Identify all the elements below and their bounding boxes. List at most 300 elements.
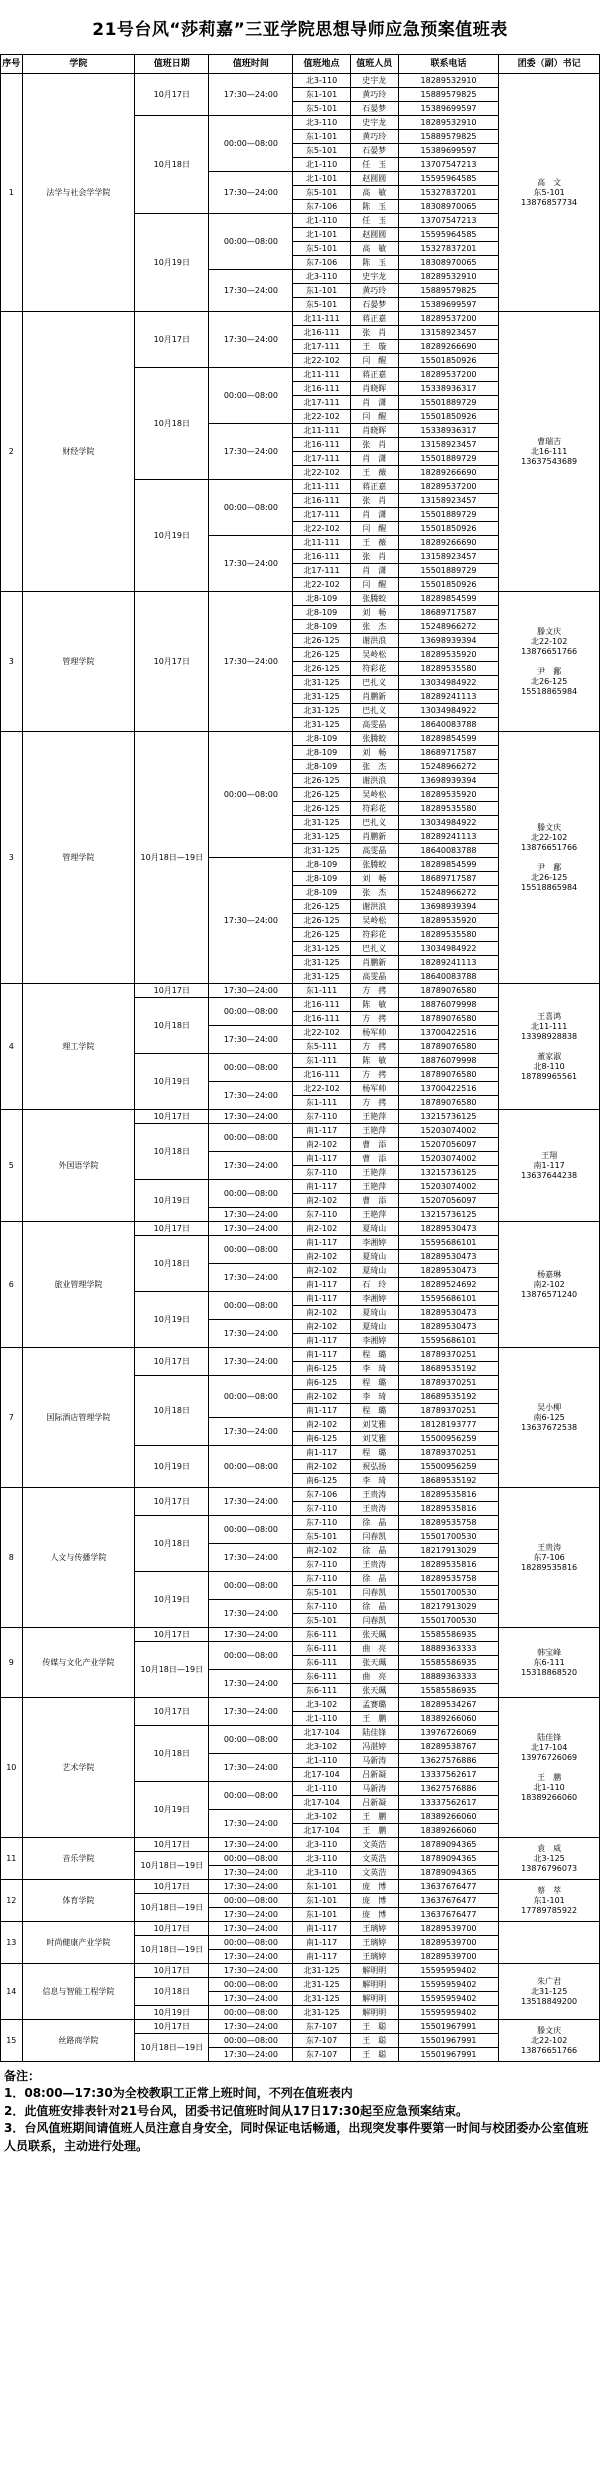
phone-number: 18289539700 <box>398 1936 499 1950</box>
phone-number: 18289537200 <box>398 312 499 326</box>
phone-number: 15338936317 <box>398 424 499 438</box>
duty-location: 东6-111 <box>293 1684 351 1698</box>
college-name: 艺术学院 <box>22 1698 135 1838</box>
table-row <box>1 1222 600 1236</box>
duty-location: 东7-107 <box>293 2048 351 2062</box>
duty-date: 10月17日 <box>135 1628 209 1642</box>
phone-number: 18289538767 <box>398 1740 499 1754</box>
duty-location: 北22-102 <box>293 466 351 480</box>
duty-person: 曲 亮 <box>350 1670 398 1684</box>
duty-time: 00:00—08:00 <box>209 1516 293 1544</box>
phone-number: 13158923457 <box>398 438 499 452</box>
duty-location: 南1-117 <box>293 1292 351 1306</box>
duty-location: 北22-102 <box>293 578 351 592</box>
phone-number: 18289535920 <box>398 914 499 928</box>
duty-person: 解明明 <box>350 2006 398 2020</box>
phone-number: 18789076580 <box>398 984 499 998</box>
phone-number: 15585586935 <box>398 1684 499 1698</box>
duty-date: 10月17日 <box>135 1698 209 1726</box>
table-row <box>1 1488 600 1502</box>
phone-number: 15501700530 <box>398 1586 499 1600</box>
phone-number: 15327837201 <box>398 186 499 200</box>
league-secretary: 韩宝峰 东6-111 15318868520 <box>499 1628 600 1698</box>
league-secretary: 陆佳锋 北17-104 13976726069 王 鹏 北1-110 18389266060 <box>499 1698 600 1838</box>
duty-time: 00:00—08:00 <box>209 1936 293 1950</box>
row-number: 7 <box>1 1348 23 1488</box>
duty-time: 17:30—24:00 <box>209 2020 293 2034</box>
phone-number: 15389699597 <box>398 298 499 312</box>
duty-location: 南1-117 <box>293 1334 351 1348</box>
phone-number: 18889363333 <box>398 1670 499 1684</box>
row-number: 2 <box>1 312 23 592</box>
duty-location: 北3-110 <box>293 116 351 130</box>
duty-time: 00:00—08:00 <box>209 1054 293 1082</box>
phone-number: 18789370251 <box>398 1446 499 1460</box>
row-number: 9 <box>1 1628 23 1698</box>
duty-person: 夏琦山 <box>350 1306 398 1320</box>
duty-person: 解明明 <box>350 1978 398 1992</box>
phone-number: 15501700530 <box>398 1614 499 1628</box>
phone-number: 15327837201 <box>398 242 499 256</box>
duty-date: 10月18日 <box>135 368 209 480</box>
table-row <box>1 1838 600 1852</box>
league-secretary: 袁 威 北3-125 13876796073 <box>499 1838 600 1880</box>
duty-location: 北22-102 <box>293 1082 351 1096</box>
duty-time: 17:30—24:00 <box>209 1152 293 1180</box>
phone-number: 15595959402 <box>398 1978 499 1992</box>
duty-person: 肖鹏新 <box>350 690 398 704</box>
duty-location: 北8-109 <box>293 872 351 886</box>
duty-location: 北26-125 <box>293 662 351 676</box>
duty-location: 南2-102 <box>293 1264 351 1278</box>
phone-number: 15501850926 <box>398 522 499 536</box>
phone-number: 15889579825 <box>398 130 499 144</box>
duty-location: 北8-109 <box>293 620 351 634</box>
duty-location: 北26-125 <box>293 928 351 942</box>
duty-time: 17:30—24:00 <box>209 1670 293 1698</box>
duty-location: 北16-111 <box>293 326 351 340</box>
phone-number: 15389699597 <box>398 102 499 116</box>
duty-location: 北3-102 <box>293 1698 351 1712</box>
phone-number: 18289241113 <box>398 830 499 844</box>
duty-person: 肖晓晖 <box>350 424 398 438</box>
duty-person: 陈 敏 <box>350 998 398 1012</box>
phone-number: 15501889729 <box>398 396 499 410</box>
row-number: 5 <box>1 1110 23 1222</box>
duty-date: 10月19日 <box>135 1446 209 1488</box>
phone-number: 15501967991 <box>398 2020 499 2034</box>
duty-time: 17:30—24:00 <box>209 1208 293 1222</box>
duty-location: 北3-110 <box>293 1838 351 1852</box>
phone-number: 18689535192 <box>398 1474 499 1488</box>
header-cell: 学院 <box>22 55 135 74</box>
duty-date: 10月18日—19日 <box>135 1936 209 1964</box>
duty-location: 北16-111 <box>293 550 351 564</box>
duty-location: 北17-104 <box>293 1796 351 1810</box>
duty-person: 方 拷 <box>350 984 398 998</box>
college-name: 丝路商学院 <box>22 2020 135 2062</box>
duty-person: 张 肖 <box>350 550 398 564</box>
duty-location: 南2-102 <box>293 1138 351 1152</box>
header-row <box>1 55 600 74</box>
phone-number: 15501889729 <box>398 508 499 522</box>
duty-location: 北3-102 <box>293 1810 351 1824</box>
phone-number: 13637676477 <box>398 1908 499 1922</box>
duty-location: 北16-111 <box>293 438 351 452</box>
duty-person: 徐 晶 <box>350 1516 398 1530</box>
duty-date: 10月19日 <box>135 1292 209 1348</box>
duty-location: 北17-111 <box>293 508 351 522</box>
phone-number: 15889579825 <box>398 284 499 298</box>
duty-time: 17:30—24:00 <box>209 2048 293 2062</box>
duty-date: 10月18日 <box>135 1726 209 1782</box>
duty-location: 北31-125 <box>293 970 351 984</box>
duty-location: 南1-117 <box>293 1950 351 1964</box>
phone-number: 13034984922 <box>398 676 499 690</box>
phone-number: 13337562617 <box>398 1796 499 1810</box>
college-name: 外国语学院 <box>22 1110 135 1222</box>
duty-date: 10月18日 <box>135 116 209 214</box>
duty-person: 杨军帅 <box>350 1082 398 1096</box>
duty-location: 北8-109 <box>293 732 351 746</box>
phone-number: 18289537200 <box>398 368 499 382</box>
phone-number: 18289241113 <box>398 690 499 704</box>
duty-date: 10月17日 <box>135 312 209 368</box>
duty-time: 17:30—24:00 <box>209 1908 293 1922</box>
duty-location: 南1-117 <box>293 1404 351 1418</box>
phone-number: 18789076580 <box>398 1012 499 1026</box>
duty-location: 南6-125 <box>293 1474 351 1488</box>
duty-person: 张 肖 <box>350 494 398 508</box>
phone-number: 18876079998 <box>398 1054 499 1068</box>
duty-location: 北26-125 <box>293 914 351 928</box>
duty-person: 张 肖 <box>350 438 398 452</box>
duty-location: 北31-125 <box>293 830 351 844</box>
duty-time: 00:00—08:00 <box>209 1292 293 1320</box>
duty-person: 王艳萍 <box>350 1166 398 1180</box>
duty-location: 北31-125 <box>293 942 351 956</box>
duty-time: 17:30—24:00 <box>209 74 293 116</box>
row-number: 8 <box>1 1488 23 1628</box>
duty-person: 李 琦 <box>350 1362 398 1376</box>
duty-person: 王 鹏 <box>350 1810 398 1824</box>
duty-time: 17:30—24:00 <box>209 424 293 480</box>
phone-number: 15889579825 <box>398 88 499 102</box>
duty-date: 10月19日 <box>135 214 209 312</box>
note-item: 1．08:00—17:30为全校教职工正常上班时间，不列在值班表内 <box>4 2086 353 2101</box>
duty-person: 徐 晶 <box>350 1544 398 1558</box>
duty-location: 北17-104 <box>293 1768 351 1782</box>
duty-person: 王贵涛 <box>350 1558 398 1572</box>
duty-location: 东7-110 <box>293 1166 351 1180</box>
duty-person: 方 拷 <box>350 1040 398 1054</box>
duty-person: 吴岭松 <box>350 788 398 802</box>
duty-date: 10月19日 <box>135 1054 209 1110</box>
phone-number: 15595686101 <box>398 1236 499 1250</box>
duty-time: 17:30—24:00 <box>209 1544 293 1572</box>
duty-person: 石晏梦 <box>350 144 398 158</box>
league-secretary: 曹瑞吉 北16-111 13637543689 <box>499 312 600 592</box>
phone-number: 18289535758 <box>398 1572 499 1586</box>
duty-location: 北22-102 <box>293 1026 351 1040</box>
phone-number: 13627576886 <box>398 1754 499 1768</box>
header-cell: 值班人员 <box>350 55 398 74</box>
row-number: 11 <box>1 1838 23 1880</box>
college-name: 信息与智能工程学院 <box>22 1964 135 2020</box>
phone-number: 13976726069 <box>398 1726 499 1740</box>
duty-person: 程 璐 <box>350 1404 398 1418</box>
header-cell: 团委（副）书记 <box>499 55 600 74</box>
duty-location: 东7-106 <box>293 200 351 214</box>
duty-location: 北3-110 <box>293 1852 351 1866</box>
league-secretary: 滕文庆 北22-102 13876651766 尹 鄱 北26-125 15518865984 <box>499 592 600 732</box>
phone-number: 13698939394 <box>398 900 499 914</box>
duty-time: 17:30—24:00 <box>209 1264 293 1292</box>
duty-location: 北11-111 <box>293 312 351 326</box>
note-item: 3．台风值班期间请值班人员注意自身安全，同时保证电话畅通，出现突发事件要第一时间与校团委办公室值班人员联系，主动进行处理。 <box>4 2121 589 2153</box>
duty-person: 符彩花 <box>350 802 398 816</box>
duty-person: 王 聪 <box>350 2020 398 2034</box>
duty-time: 17:30—24:00 <box>209 1754 293 1782</box>
duty-time: 00:00—08:00 <box>209 998 293 1026</box>
duty-person: 曹 添 <box>350 1194 398 1208</box>
duty-person: 闫春凯 <box>350 1614 398 1628</box>
duty-date: 10月18日 <box>135 1376 209 1446</box>
duty-location: 北26-125 <box>293 802 351 816</box>
duty-person: 刘 畅 <box>350 746 398 760</box>
duty-person: 肖晓晖 <box>350 382 398 396</box>
duty-person: 曹 添 <box>350 1138 398 1152</box>
phone-number: 18289532910 <box>398 74 499 88</box>
duty-location: 东6-111 <box>293 1628 351 1642</box>
duty-time: 17:30—24:00 <box>209 1488 293 1516</box>
duty-person: 闫 醒 <box>350 410 398 424</box>
college-name: 法学与社会学学院 <box>22 74 135 312</box>
duty-date: 10月17日 <box>135 1922 209 1936</box>
duty-person: 黄巧玲 <box>350 284 398 298</box>
duty-location: 北26-125 <box>293 648 351 662</box>
duty-location: 北26-125 <box>293 774 351 788</box>
phone-number: 18289535920 <box>398 648 499 662</box>
duty-location: 南1-117 <box>293 1446 351 1460</box>
phone-number: 18308970065 <box>398 200 499 214</box>
duty-location: 东1-101 <box>293 1880 351 1894</box>
duty-time: 17:30—24:00 <box>209 1950 293 1964</box>
duty-person: 张天珮 <box>350 1628 398 1642</box>
duty-location: 北11-111 <box>293 536 351 550</box>
phone-number: 18640083788 <box>398 970 499 984</box>
duty-person: 王 薇 <box>350 466 398 480</box>
duty-time: 17:30—24:00 <box>209 1222 293 1236</box>
phone-number: 18389266060 <box>398 1824 499 1838</box>
phone-number: 13700422516 <box>398 1026 499 1040</box>
duty-location: 东5-101 <box>293 298 351 312</box>
duty-location: 北17-104 <box>293 1726 351 1740</box>
duty-person: 赵圆圆 <box>350 228 398 242</box>
row-number: 15 <box>1 2020 23 2062</box>
duty-location: 东6-111 <box>293 1656 351 1670</box>
duty-time: 00:00—08:00 <box>209 2034 293 2048</box>
phone-number: 18689535192 <box>398 1362 499 1376</box>
duty-time: 17:30—24:00 <box>209 1348 293 1376</box>
duty-location: 南2-102 <box>293 1460 351 1474</box>
duty-person: 巴扎义 <box>350 676 398 690</box>
duty-location: 北31-125 <box>293 2006 351 2020</box>
table-row <box>1 1698 600 1712</box>
duty-person: 符彩花 <box>350 928 398 942</box>
duty-location: 东5-101 <box>293 186 351 200</box>
phone-number: 18289535816 <box>398 1488 499 1502</box>
duty-location: 北8-109 <box>293 592 351 606</box>
duty-date: 10月19日 <box>135 1572 209 1628</box>
duty-person: 张腾蛟 <box>350 592 398 606</box>
duty-location: 北31-125 <box>293 1992 351 2006</box>
duty-date: 10月17日 <box>135 984 209 998</box>
duty-location: 北22-102 <box>293 410 351 424</box>
duty-date: 10月17日 <box>135 1880 209 1894</box>
phone-number: 18289241113 <box>398 956 499 970</box>
duty-date: 10月19日 <box>135 1180 209 1222</box>
phone-number: 15585586935 <box>398 1628 499 1642</box>
league-secretary: 王翔 南1-117 13637644238 <box>499 1110 600 1222</box>
duty-person: 石晏梦 <box>350 298 398 312</box>
duty-location: 东7-107 <box>293 2020 351 2034</box>
duty-location: 东6-111 <box>293 1670 351 1684</box>
duty-person: 张 肖 <box>350 326 398 340</box>
duty-time: 17:30—24:00 <box>209 1320 293 1348</box>
phone-number: 18289539700 <box>398 1950 499 1964</box>
row-number: 3 <box>1 592 23 732</box>
duty-person: 闫春凯 <box>350 1530 398 1544</box>
duty-time: 17:30—24:00 <box>209 1698 293 1726</box>
phone-number: 18289534267 <box>398 1698 499 1712</box>
duty-person: 文英浩 <box>350 1852 398 1866</box>
phone-number: 13707547213 <box>398 158 499 172</box>
duty-location: 东5-101 <box>293 1530 351 1544</box>
duty-location: 南2-102 <box>293 1222 351 1236</box>
duty-person: 文英浩 <box>350 1838 398 1852</box>
duty-person: 肖 潇 <box>350 396 398 410</box>
college-name: 国际酒店管理学院 <box>22 1348 135 1488</box>
phone-number: 15595686101 <box>398 1334 499 1348</box>
duty-table-body <box>1 74 600 2062</box>
duty-person: 肖 潇 <box>350 452 398 466</box>
duty-time: 00:00—08:00 <box>209 116 293 172</box>
duty-location: 北11-111 <box>293 424 351 438</box>
phone-number: 15585586935 <box>398 1656 499 1670</box>
table-row <box>1 732 600 746</box>
duty-location: 北17-111 <box>293 340 351 354</box>
duty-location: 东1-101 <box>293 88 351 102</box>
duty-location: 北31-125 <box>293 676 351 690</box>
duty-location: 南2-102 <box>293 1390 351 1404</box>
duty-person: 张腾蛟 <box>350 732 398 746</box>
duty-person: 史宇龙 <box>350 116 398 130</box>
duty-time: 00:00—08:00 <box>209 1180 293 1208</box>
duty-date: 10月17日 <box>135 592 209 732</box>
phone-number: 15500956259 <box>398 1460 499 1474</box>
duty-time: 17:30—24:00 <box>209 536 293 592</box>
league-secretary: 王喜鸿 北11-111 13398928838 董家淑 北8-110 18789965561 <box>499 984 600 1110</box>
row-number: 12 <box>1 1880 23 1922</box>
duty-location: 东7-110 <box>293 1600 351 1614</box>
duty-person: 巴扎义 <box>350 816 398 830</box>
duty-time: 00:00—08:00 <box>209 1782 293 1810</box>
duty-time: 00:00—08:00 <box>209 480 293 536</box>
duty-location: 北31-125 <box>293 1964 351 1978</box>
duty-person: 任 玉 <box>350 158 398 172</box>
duty-person: 王 薇 <box>350 536 398 550</box>
phone-number: 15501700530 <box>398 1530 499 1544</box>
duty-time: 00:00—08:00 <box>209 1236 293 1264</box>
duty-date: 10月19日 <box>135 1782 209 1838</box>
college-name: 传媒与文化产业学院 <box>22 1628 135 1698</box>
duty-date: 10月18日 <box>135 1236 209 1292</box>
duty-person: 肖鹏新 <box>350 956 398 970</box>
duty-location: 东1-101 <box>293 1894 351 1908</box>
phone-number: 18789370251 <box>398 1376 499 1390</box>
duty-person: 石晏梦 <box>350 102 398 116</box>
duty-person: 王贵涛 <box>350 1502 398 1516</box>
duty-person: 夏琦山 <box>350 1264 398 1278</box>
duty-time: 17:30—24:00 <box>209 592 293 732</box>
phone-number: 15595959402 <box>398 1992 499 2006</box>
phone-number: 15595964585 <box>398 172 499 186</box>
duty-location: 东7-110 <box>293 1502 351 1516</box>
duty-location: 东1-111 <box>293 1054 351 1068</box>
duty-person: 刘艾雅 <box>350 1432 398 1446</box>
phone-number: 18289535920 <box>398 788 499 802</box>
phone-number: 13034984922 <box>398 816 499 830</box>
table-row <box>1 1628 600 1642</box>
phone-number: 18640083788 <box>398 718 499 732</box>
duty-person: 杨军帅 <box>350 1026 398 1040</box>
league-secretary: 朱广君 北31-125 13518849200 <box>499 1964 600 2020</box>
phone-number: 18289530473 <box>398 1264 499 1278</box>
duty-location: 东7-110 <box>293 1110 351 1124</box>
phone-number: 18289266690 <box>398 536 499 550</box>
duty-person: 谢洪浪 <box>350 634 398 648</box>
phone-number: 18289854599 <box>398 858 499 872</box>
table-row <box>1 1348 600 1362</box>
duty-person: 程 璐 <box>350 1348 398 1362</box>
duty-location: 东5-111 <box>293 1040 351 1054</box>
table-row <box>1 1964 600 1978</box>
phone-number: 18289530473 <box>398 1320 499 1334</box>
phone-number: 18876079998 <box>398 998 499 1012</box>
duty-location: 东5-101 <box>293 144 351 158</box>
phone-number: 15248966272 <box>398 886 499 900</box>
duty-location: 北22-102 <box>293 354 351 368</box>
duty-location: 北31-125 <box>293 690 351 704</box>
duty-person: 符彩花 <box>350 662 398 676</box>
duty-time: 00:00—08:00 <box>209 1572 293 1600</box>
phone-number: 18308970065 <box>398 256 499 270</box>
duty-location: 东1-111 <box>293 984 351 998</box>
duty-time: 00:00—08:00 <box>209 2006 293 2020</box>
phone-number: 15595959402 <box>398 1964 499 1978</box>
duty-location: 南1-117 <box>293 1236 351 1250</box>
duty-location: 北31-125 <box>293 704 351 718</box>
phone-number: 13700422516 <box>398 1082 499 1096</box>
phone-number: 13158923457 <box>398 326 499 340</box>
phone-number: 18289532910 <box>398 270 499 284</box>
duty-location: 东5-101 <box>293 1614 351 1628</box>
phone-number: 15203074002 <box>398 1124 499 1138</box>
phone-number: 18289266690 <box>398 340 499 354</box>
phone-number: 15338936317 <box>398 382 499 396</box>
duty-person: 庞 博 <box>350 1894 398 1908</box>
